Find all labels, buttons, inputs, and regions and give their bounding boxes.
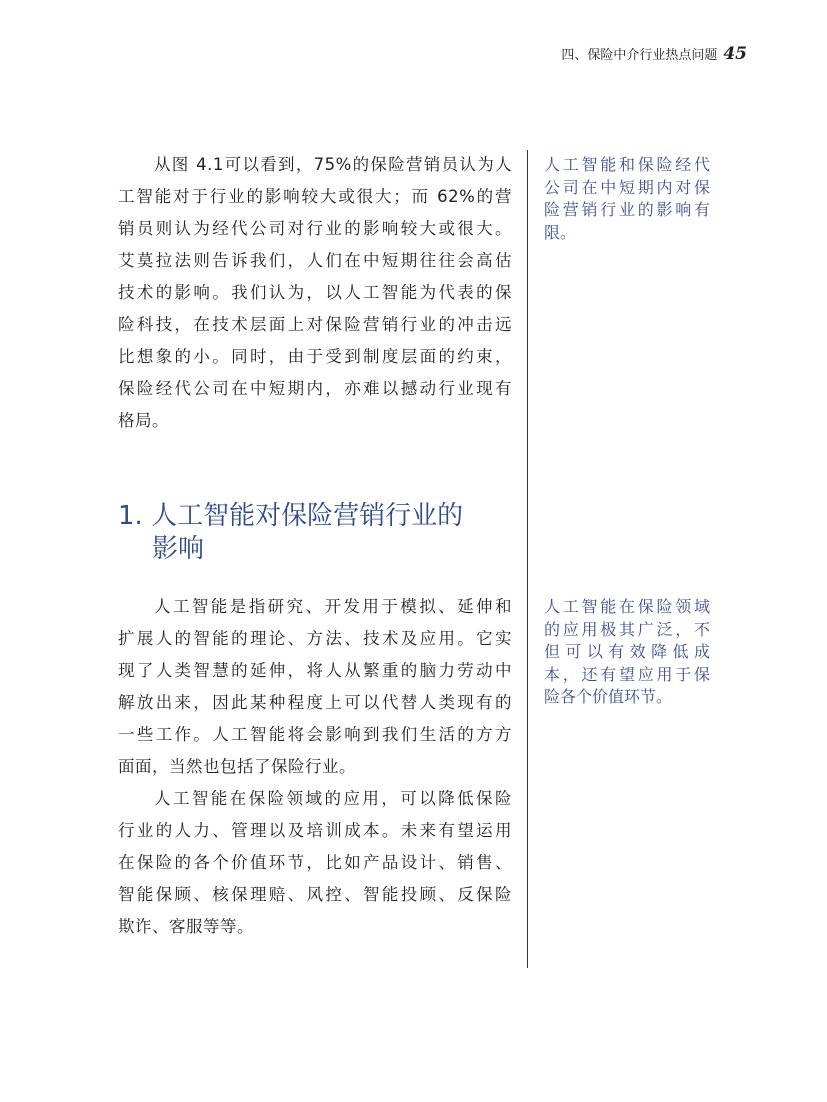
sidenote-line: 本，还有望应用于保 xyxy=(544,664,710,684)
text-line: 一些工作。人工智能将会影响到我们生活的方方 xyxy=(118,725,512,744)
heading-line: 影响 xyxy=(152,534,205,564)
sidenote-line: 人工智能在保险领域 xyxy=(544,597,710,616)
text-line: 格局。 xyxy=(118,411,169,430)
sidenote-line: 公司在中短期内对保 xyxy=(544,177,710,197)
column-divider xyxy=(527,150,528,968)
text-line: 行业的人力、管理以及培训成本。未来有望运用 xyxy=(118,821,512,840)
sidenote-2 xyxy=(544,596,710,709)
text-line: 在保险的各个价值环节，比如产品设计、销售、 xyxy=(118,853,512,872)
text-line: 欺诈、客服等等。 xyxy=(118,917,254,936)
sidenote-line: 险营销行业的影响有 xyxy=(544,200,710,219)
sidenote-line: 限。 xyxy=(544,222,577,242)
paragraph-2 xyxy=(118,591,512,943)
text-line: 解放出来，因此某种程度上可以代替人类现有的 xyxy=(118,693,512,712)
text-line: 面面，当然也包括了保险行业。 xyxy=(118,757,356,776)
text-line: 保险经代公司在中短期内，亦难以撼动行业现有 xyxy=(118,379,512,398)
text-line: 险科技，在技术层面上对保险营销行业的冲击远 xyxy=(118,315,512,334)
section-heading xyxy=(118,500,463,566)
text-line: 技术的影响。我们认为，以人工智能为代表的保 xyxy=(118,283,512,302)
sidenote-line: 但可以有效降低成 xyxy=(544,642,710,661)
text-line: 从图 4.1可以看到，75%的保险营销员认为人 xyxy=(154,155,512,174)
text-line: 现了人类智慧的延伸，将人从繁重的脑力劳动中 xyxy=(118,661,512,680)
text-line: 销员则认为经代公司对行业的影响较大或很大。 xyxy=(118,219,512,238)
running-header xyxy=(561,44,747,64)
text-line: 工智能对于行业的影响较大或很大；而 62%的营 xyxy=(118,187,512,206)
sidenote-line: 的应用极其广泛，不 xyxy=(544,619,710,639)
text-line: 比想象的小。同时，由于受到制度层面的约束， xyxy=(118,347,512,366)
sidenote-line: 险各个价值环节。 xyxy=(544,687,673,706)
text-line: 人工智能是指研究、开发用于模拟、延伸和 xyxy=(154,597,512,616)
section-title: 四、保险中介行业热点问题 xyxy=(561,48,718,63)
sidenote-1 xyxy=(544,154,710,244)
text-line: 智能保顾、核保理赔、风控、智能投顾、反保险 xyxy=(118,885,512,904)
sidenote-line: 人工智能和保险经代 xyxy=(544,155,710,174)
text-line: 艾莫拉法则告诉我们，人们在中短期往往会高估 xyxy=(118,251,512,270)
text-line: 人工智能在保险领域的应用，可以降低保险 xyxy=(154,789,512,808)
paragraph-1 xyxy=(118,149,512,437)
text-line: 扩展人的智能的理论、方法、技术及应用。它实 xyxy=(118,629,512,648)
page-number: 45 xyxy=(723,44,747,64)
heading-line: 1. 人工智能对保险营销行业的 xyxy=(118,501,464,531)
